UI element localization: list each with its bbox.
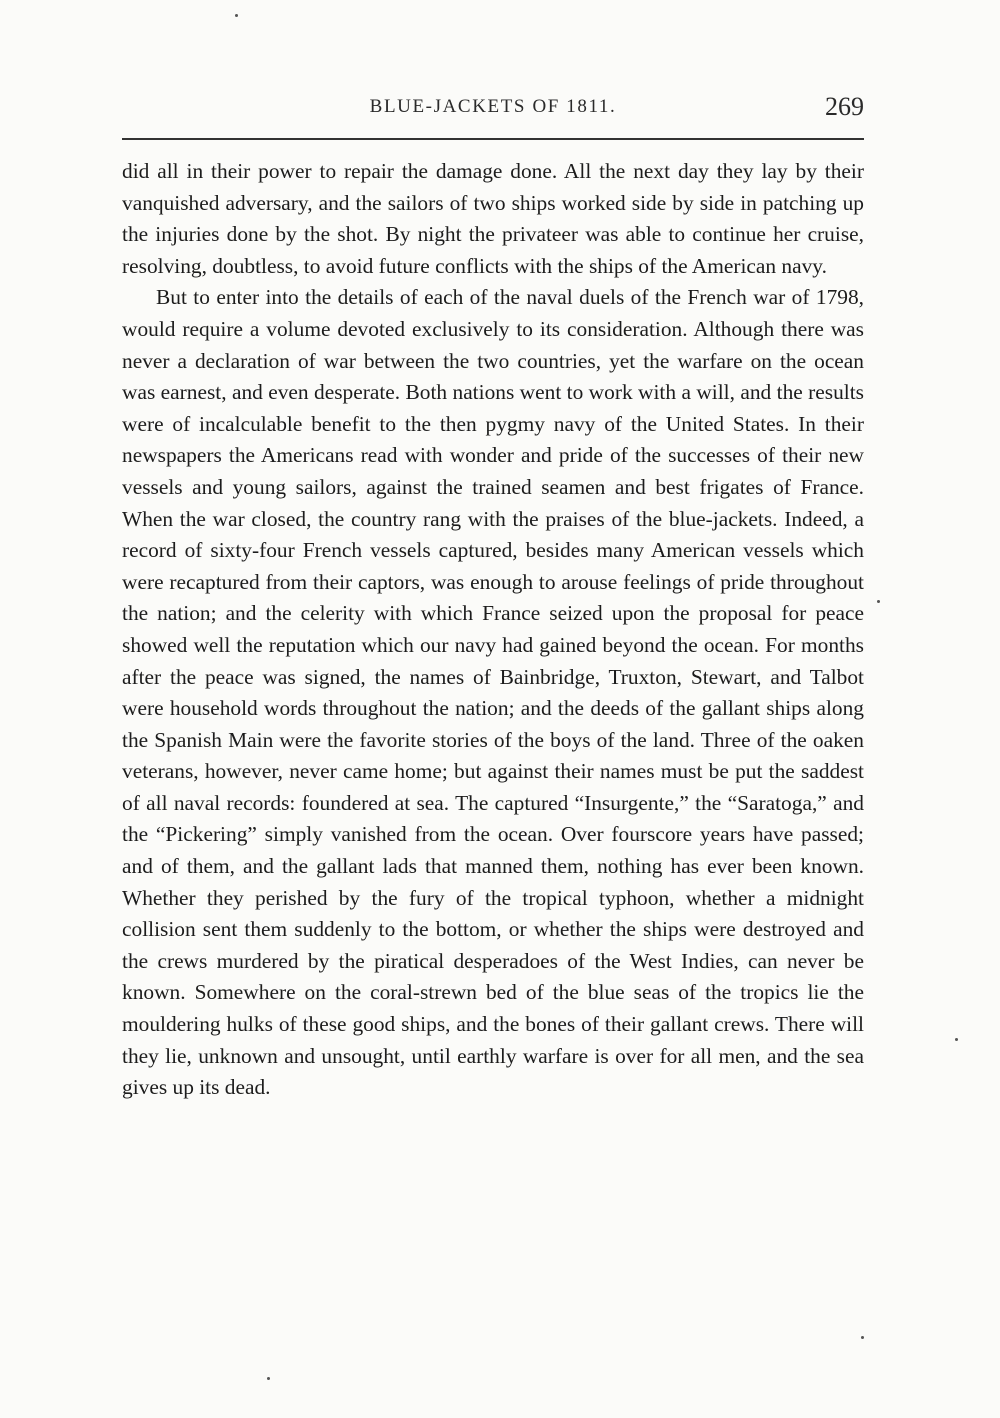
paragraph-continuation: did all in their power to repair the damage done. All the next day they lay by their vanquished adversary, and the sailors of two ships worked side by side in patching up the injuries done by the shot. By night the privateer was able to continue her cruise, resolving, doubtless, to avoid future conflicts with the ships of the American navy. [122,159,864,278]
scan-speck [267,1377,270,1380]
scan-speck [861,1336,864,1339]
running-head [122,92,864,128]
scan-speck [877,600,880,603]
scan-speck [955,1038,958,1041]
book-page [122,92,864,1104]
paragraph-french-war: But to enter into the details of each of the naval duels of the French war of 1798, would require a volume devoted exclusively to its consideration. Although there was never a declaration of war between the two countries, yet the warfare on the ocean was earnest, and even desperate. Both nations went to work with a will, and the results were of incalculable benefit to the then pygmy navy of the United States. In their newspapers the Americans read with wonder and pride of the successes of their new vessels and young sailors, against the trained seamen and best frigates of France. When the war closed, the country rang with the praises of the blue-jackets. Indeed, a record of sixty-four French vessels captured, besides many American vessels which were recaptured from their captors, was enough to arouse feelings of pride throughout the nation; and the celerity with which France seized upon the proposal for peace showed well the reputation which our navy had gained beyond the ocean. For months after the peace was signed, the names of Bainbridge, Truxton, Stewart, and Talbot were household words throughout the nation; and the deeds of the gallant ships along the Spanish Main were the favorite stories of the boys of the land. Three of the oaken veterans, however, never came home; but against their names must be put the saddest of all naval records: foundered at sea. The captured “Insurgente,” the “Saratoga,” and the “Pickering” simply vanished from the ocean. Over fourscore years have passed; and of them, and the gallant lads that manned them, nothing has ever been known. Whether they perished by the fury of the tropical typhoon, whether a midnight collision sent them suddenly to the bottom, or whether the ships were destroyed and the crews murdered by the piratical desperadoes of the West Indies, can never be known. Somewhere on the coral-strewn bed of the blue seas of the tropics lie the mouldering hulks of these good ships, and the bones of their gallant crews. There will they lie, unknown and unsought, until earthly warfare is over for all men, and the sea gives up its dead. [122,285,864,1100]
page-number: 269 [825,92,864,121]
header-rule [122,138,864,140]
running-title: BLUE-JACKETS OF 1811. [369,96,617,117]
scan-speck [235,14,238,17]
